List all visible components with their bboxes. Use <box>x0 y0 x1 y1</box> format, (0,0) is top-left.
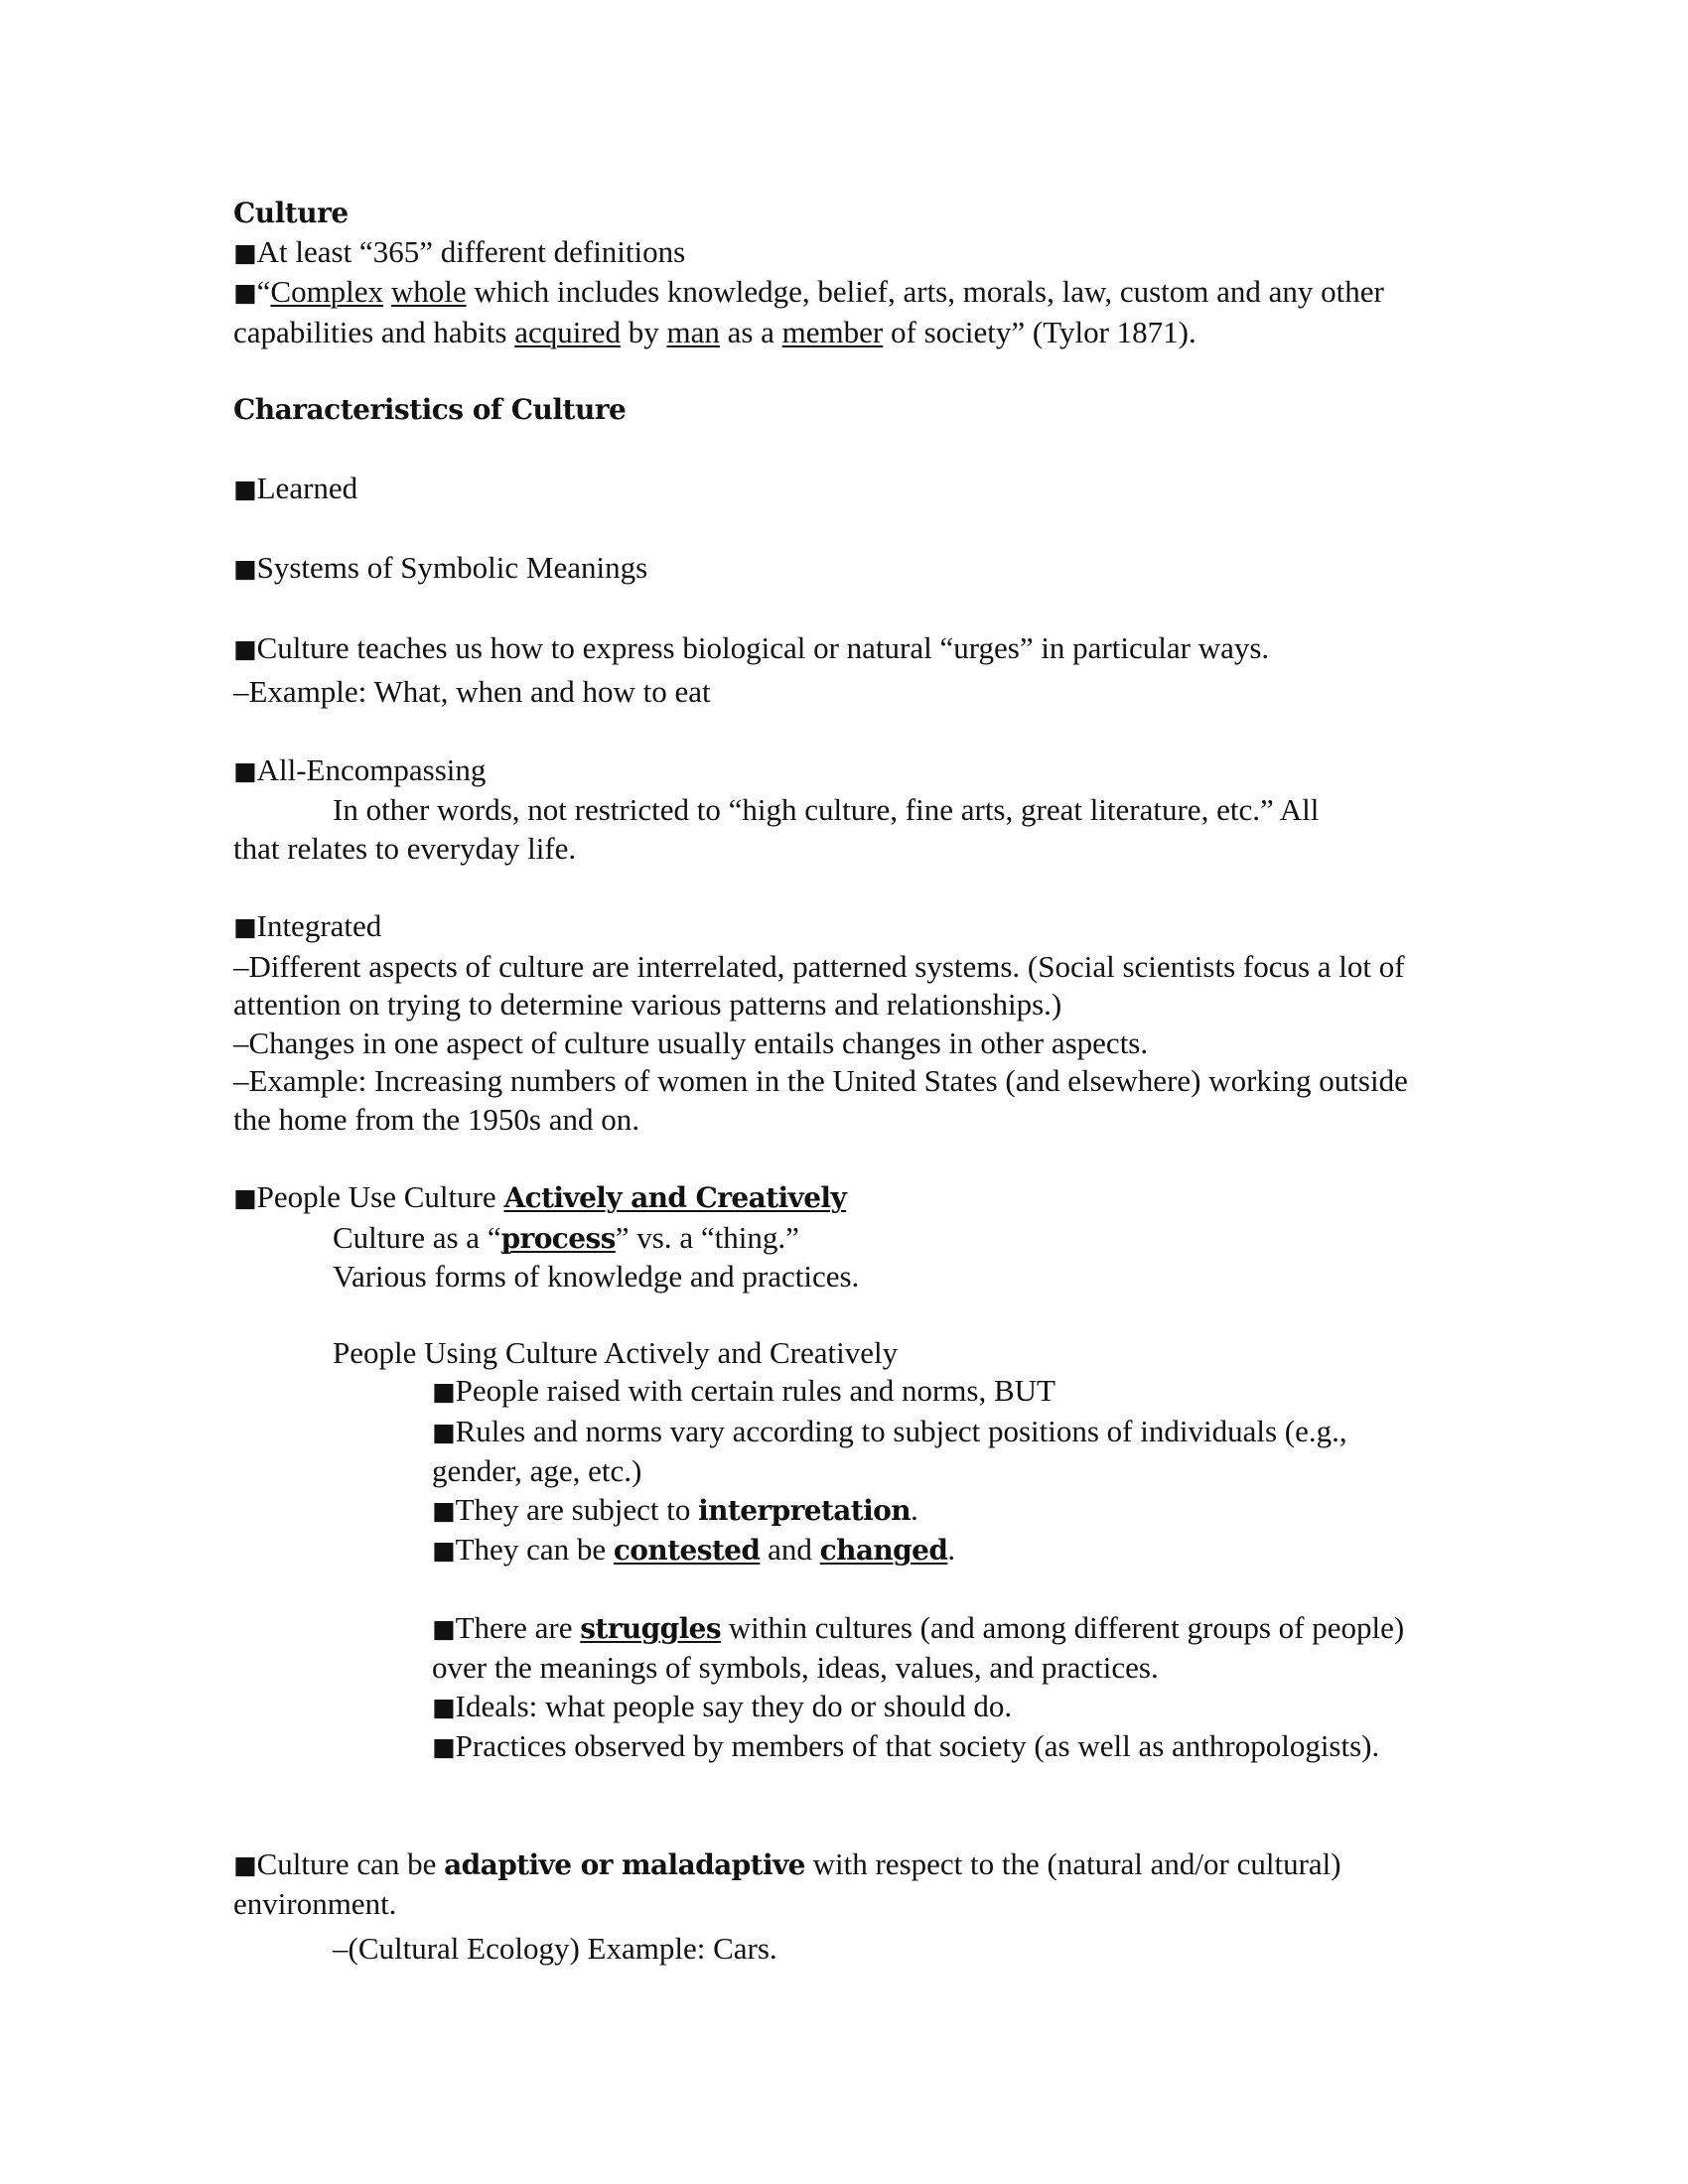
adaptive-example: –(Cultural Ecology) Example: Cars. <box>333 1930 777 1966</box>
underlined-word: member <box>781 314 884 349</box>
list-item: ■Ideals: what people say they do or should do. <box>432 1688 1013 1723</box>
item-adaptive: ■Culture can be adaptive or maladaptive with respect to the (natural and/or cultural) environment. <box>233 1845 1341 1921</box>
underlined-word: Complex <box>270 274 384 309</box>
square-bullet-icon: ■ <box>432 1692 456 1721</box>
square-bullet-icon: ■ <box>233 633 257 663</box>
underlined-word: whole <box>390 274 467 309</box>
square-bullet-icon: ■ <box>233 912 257 941</box>
square-bullet-icon: ■ <box>233 755 257 785</box>
people-using-list <box>233 1372 1440 1768</box>
square-bullet-icon: ■ <box>432 1377 456 1406</box>
people-using-subhead: People Using Culture Actively and Creatively <box>333 1334 899 1370</box>
square-bullet-icon: ■ <box>233 474 257 503</box>
integrated-line-3: –Example: Increasing numbers of women in the United States (and elsewhere) working outside the home from the 1950s and on. <box>233 1063 1408 1137</box>
list-item: ■They can be contested and changed. <box>432 1532 956 1567</box>
intro-item-1: ■At least “365” different definitions <box>233 233 686 269</box>
title: Culture <box>233 197 349 229</box>
document-page <box>233 195 1440 1968</box>
forms-line: Various forms of knowledge and practices. <box>333 1259 860 1294</box>
urges-example: –Example: What, when and how to eat <box>233 674 711 709</box>
underlined-word: man <box>666 314 720 349</box>
square-bullet-icon: ■ <box>432 1732 456 1761</box>
square-bullet-icon: ■ <box>233 278 257 307</box>
list-item: ■People raised with certain rules and norms, BUT <box>432 1373 1055 1408</box>
emphasis-text: adaptive or maladaptive <box>444 1847 805 1881</box>
item-learned: ■Learned <box>233 470 358 505</box>
emphasis-text: changed <box>819 1534 948 1567</box>
square-bullet-icon: ■ <box>432 1613 456 1643</box>
item-people-use: ■People Use Culture Actively and Creatively <box>233 1179 847 1214</box>
underlined-word: acquired <box>514 314 621 349</box>
square-bullet-icon: ■ <box>432 1495 456 1525</box>
emphasis-text: interpretation <box>698 1493 912 1527</box>
integrated-line-2: –Changes in one aspect of culture usually entails changes in other aspects. <box>233 1024 1149 1060</box>
intro-item-2: ■“Complex whole which includes knowledge, belief, arts, morals, law, custom and any other capabilities and habits acquired by man as a member of society” (Tylor 1871). <box>233 274 1384 349</box>
emphasis-text: struggles <box>580 1611 722 1645</box>
emphasis-text: contested <box>613 1534 761 1567</box>
list-item: ■Rules and norms vary according to subject positions of individuals (e.g., gender, age, etc.) <box>432 1413 1347 1488</box>
all-encompassing-line-2: that relates to everyday life. <box>233 830 577 866</box>
integrated-line-1: –Different aspects of culture are interrelated, patterned systems. (Social scientists focus a lot of attention on trying to determine various patterns and relationships.) <box>233 948 1405 1022</box>
emphasis-text: Actively and Creatively <box>503 1181 847 1214</box>
square-bullet-icon: ■ <box>233 237 257 267</box>
item-all-encompassing: ■All-Encompassing <box>233 751 487 787</box>
square-bullet-icon: ■ <box>432 1536 456 1565</box>
list-item: ■Practices observed by members of that society (as well as anthropologists). <box>432 1728 1380 1763</box>
all-encompassing-line-1: In other words, not restricted to “high culture, fine arts, great literature, etc.” All <box>333 792 1320 827</box>
square-bullet-icon: ■ <box>432 1417 456 1446</box>
square-bullet-icon: ■ <box>233 1849 257 1879</box>
item-urges: ■Culture teaches us how to express biological or natural “urges” in particular ways. <box>233 629 1270 665</box>
square-bullet-icon: ■ <box>233 1183 257 1212</box>
list-item: ■They are subject to interpretation. <box>432 1491 918 1527</box>
characteristics-heading: Characteristics of Culture <box>233 393 627 426</box>
emphasis-text: process <box>500 1221 616 1255</box>
list-item: ■There are struggles within cultures (and among different groups of people) over the meanings of symbols, ideas, values, and practices. <box>432 1609 1405 1685</box>
square-bullet-icon: ■ <box>233 554 257 583</box>
item-symbolic: ■Systems of Symbolic Meanings <box>233 550 648 585</box>
item-integrated: ■Integrated <box>233 908 382 943</box>
process-line: Culture as a “process” vs. a “thing.” <box>333 1219 799 1255</box>
